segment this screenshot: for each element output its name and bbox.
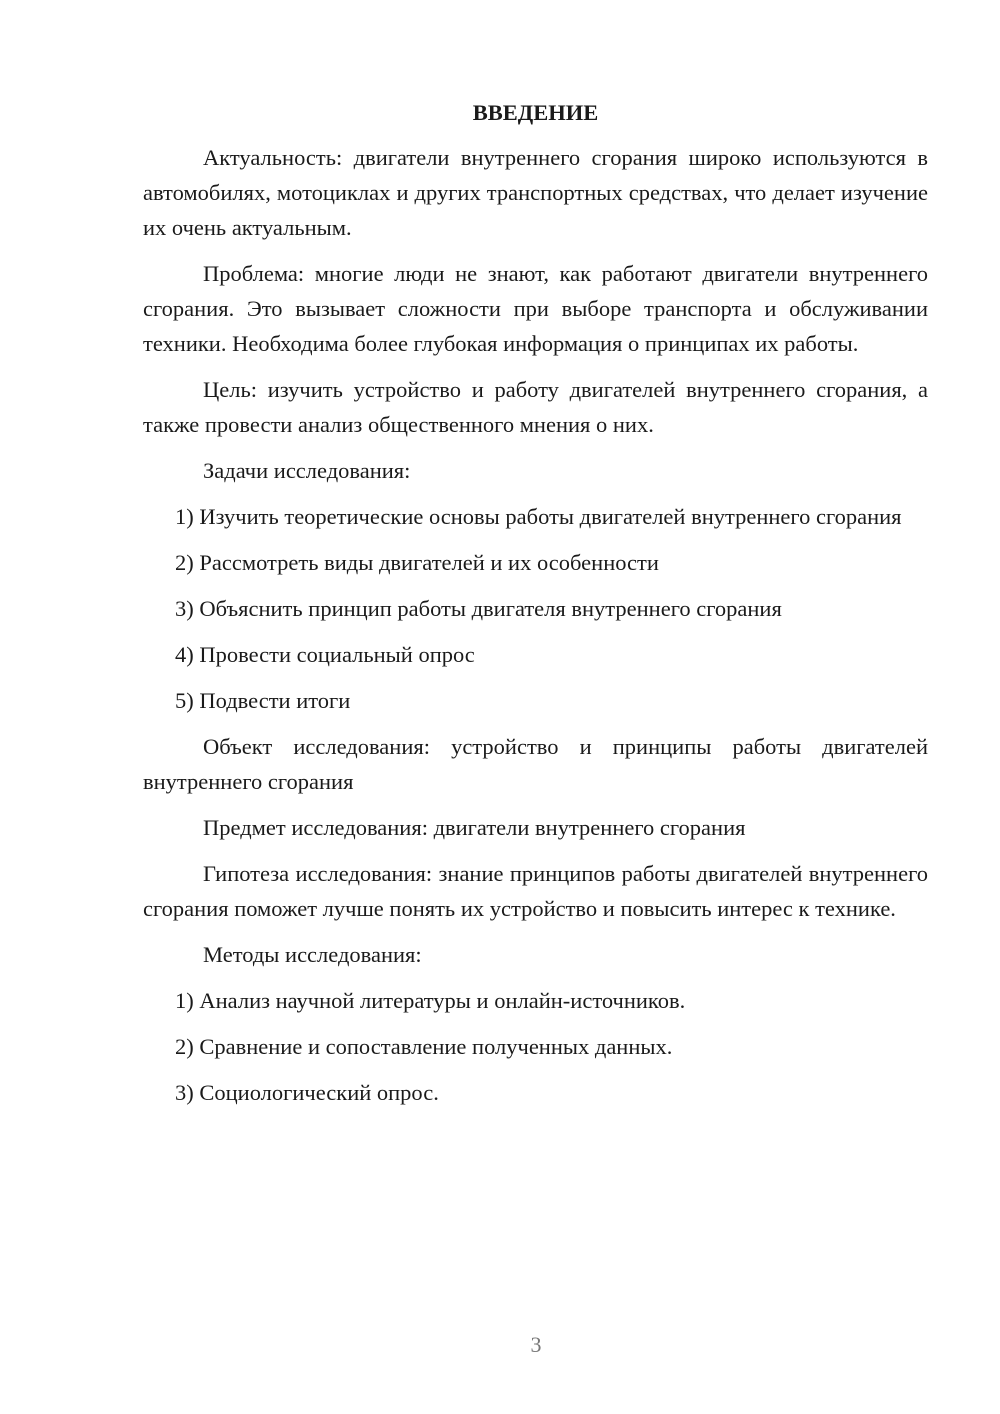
methods-heading: Методы исследования: [203, 942, 422, 967]
task-item: 5) Подвести итоги [175, 688, 351, 713]
task-item: 2) Рассмотреть виды двигателей и их особенности [175, 550, 659, 575]
tasks-heading: Задачи исследования: [203, 458, 411, 483]
method-item: 2) Сравнение и сопоставление полученных данных. [175, 1034, 673, 1059]
task-item: 3) Объяснить принцип работы двигателя внутреннего сгорания [175, 596, 782, 621]
page-title: ВВЕДЕНИЕ [472, 100, 599, 125]
task-item: 4) Провести социальный опрос [175, 642, 475, 667]
subject-paragraph: Предмет исследования: двигатели внутреннего сгорания [203, 815, 746, 840]
task-item: 1) Изучить теоретические основы работы двигателей внутреннего сгорания [175, 504, 902, 529]
page-content [143, 95, 928, 1121]
page-number: 3 [530, 1332, 542, 1357]
relevance-paragraph: Актуальность: двигатели внутреннего сгорания широко используются в автомобилях, мотоциклах и других транспортных средствах, что делает изучение их очень актуальным. [143, 145, 928, 240]
method-item: 1) Анализ научной литературы и онлайн-источников. [175, 988, 686, 1013]
method-item: 3) Социологический опрос. [175, 1080, 439, 1105]
goal-paragraph: Цель: изучить устройство и работу двигателей внутреннего сгорания, а также провести анализ общественного мнения о них. [143, 377, 928, 437]
problem-paragraph: Проблема: многие люди не знают, как работают двигатели внутреннего сгорания. Это вызывает сложности при выборе транспорта и обслуживании техники. Необходима более глубокая информация о принципах их работы. [143, 261, 928, 356]
object-paragraph: Объект исследования: устройство и принципы работы двигателей внутреннего сгорания [143, 734, 928, 794]
hypothesis-paragraph: Гипотеза исследования: знание принципов работы двигателей внутреннего сгорания поможет лучше понять их устройство и повысить интерес к технике. [143, 861, 928, 921]
